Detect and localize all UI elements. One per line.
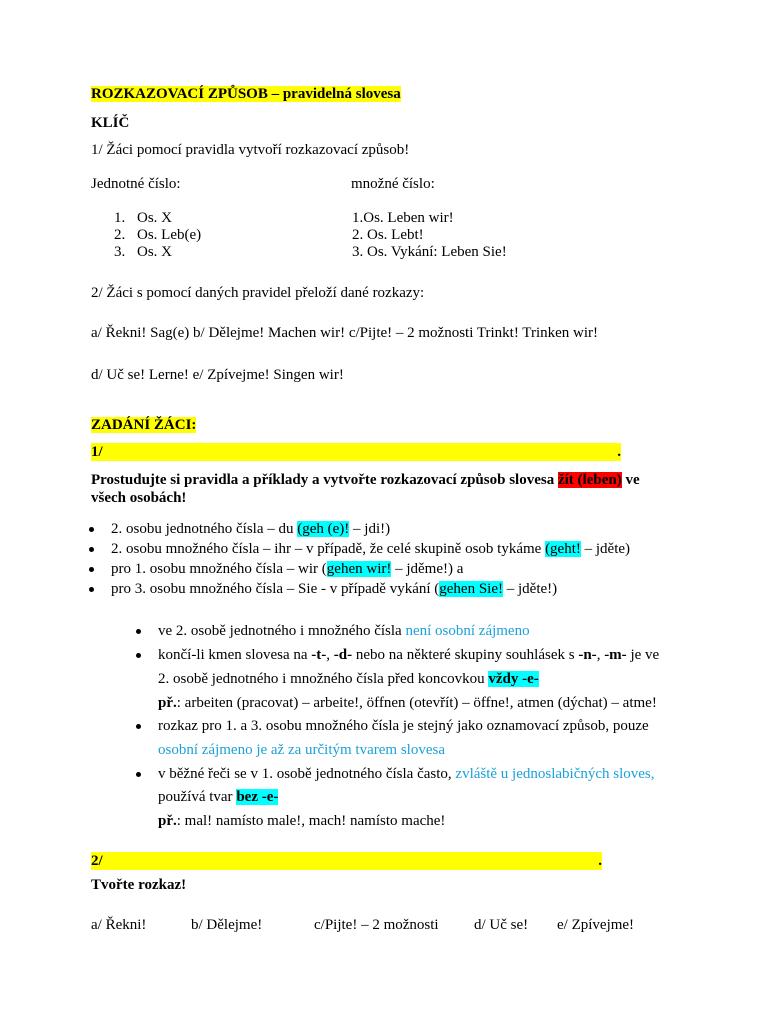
exercise-d: d/ Uč se!: [474, 917, 529, 933]
rule-4-line-1: v běžné řeči se v 1. osobě jednotného čísla často, zvláště u jednoslabičných sloves,: [158, 766, 655, 782]
exercise-a: a/ Řekni!: [91, 917, 147, 933]
section-2-bar: [91, 852, 602, 870]
instruction-line-1: Prostudujte si pravidla a příklady a vytvořte rozkazovací způsob slovesa žít (leben) ve: [91, 472, 640, 488]
bullet-item: pro 1. osobu množného čísla – wir (gehen wir! – jděme!) a: [111, 561, 464, 577]
exercise-e: e/ Zpívejme!: [557, 917, 635, 933]
singular-header: Jednotné číslo:: [91, 176, 181, 192]
rule-4-example: př.: mal! namísto male!, mach! namísto mache!: [158, 813, 446, 829]
bullet-dot-icon: [89, 547, 94, 552]
bullet-item: 2. osobu množného čísla – ihr – v případě, že celé skupině osob tykáme (geht! – jděte): [111, 541, 631, 557]
singular-item-1: Os. X: [137, 210, 173, 226]
exercise-b: b/ Dělejme!: [191, 917, 263, 933]
section-2-dot: .: [598, 853, 602, 869]
bullet-item: 2. osobu jednotného čísla – du (geh (e)! – jdi!): [111, 521, 391, 537]
key-task-2: 2/ Žáci s pomocí daných pravidel přeloží dané rozkazy:: [91, 285, 425, 301]
verb-highlight: žít (leben): [557, 472, 622, 488]
exercise-c: c/Pijte! – 2 možnosti: [314, 917, 439, 933]
key-task-1: 1/ Žáci pomocí pravidla vytvoří rozkazovací způsob!: [91, 142, 410, 158]
students-heading: ZADÁNÍ ŽÁCI:: [91, 417, 197, 433]
plural-item-3: 3. Os. Vykání: Leben Sie!: [352, 244, 507, 260]
key-heading: KLÍČ: [91, 115, 130, 131]
bullet-dot-icon: [89, 527, 94, 532]
rule-3-line-1: rozkaz pro 1. a 3. osobu množného čísla je stejný jako oznamovací způsob, pouze: [158, 718, 649, 734]
section-2-title: Tvořte rozkaz!: [91, 877, 187, 893]
instruction-line-2: všech osobách!: [91, 490, 187, 506]
rule-4-line-2: používá tvar bez -e-: [158, 789, 279, 805]
bullet-item: pro 3. osobu množného čísla – Sie - v případě vykání (gehen Sie! – jděte!): [111, 581, 558, 597]
plural-item-1: 1.Os. Leben wir!: [352, 210, 454, 226]
bullet-dot-icon: [136, 629, 141, 634]
singular-num-1: 1.: [114, 210, 126, 226]
title-highlight: ROZKAZOVACÍ ZPŮSOB – pravidelná slovesa: [91, 86, 401, 102]
section-1-dot: .: [617, 444, 621, 460]
plural-item-2: 2. Os. Lebt!: [352, 227, 424, 243]
bullet-dot-icon: [136, 724, 141, 729]
bullet-dot-icon: [136, 653, 141, 658]
rule-1: ve 2. osobě jednotného i množného čísla není osobní zájmeno: [158, 623, 530, 639]
bullet-dot-icon: [89, 587, 94, 592]
key-answers-line-1: a/ Řekni! Sag(e) b/ Dělejme! Machen wir! c/Pijte! – 2 možnosti Trinkt! Trinken wir!: [91, 325, 599, 341]
rule-2-line-1: končí-li kmen slovesa na -t-, -d- nebo na některé skupiny souhlásek s -n-, -m- je ve: [158, 647, 660, 663]
plural-header: množné číslo:: [351, 176, 435, 192]
key-answers-line-2: d/ Uč se! Lerne! e/ Zpívejme! Singen wir!: [91, 367, 344, 383]
bullet-dot-icon: [136, 772, 141, 777]
singular-num-3: 3.: [114, 244, 126, 260]
singular-num-2: 2.: [114, 227, 126, 243]
singular-item-3: Os. X: [137, 244, 173, 260]
section-1-bar: [91, 443, 621, 461]
section-2-label: 2/: [91, 853, 103, 869]
rule-2-example: př.: arbeiten (pracovat) – arbeite!, öffnen (otevřít) – öffne!, atmen (dýchat) – atme!: [158, 695, 657, 711]
section-1-label: 1/: [91, 444, 103, 460]
document-title: [91, 85, 401, 103]
rule-2-line-2: 2. osobě jednotného i množného čísla před koncovkou vždy -e-: [158, 671, 539, 687]
bullet-dot-icon: [89, 567, 94, 572]
rule-3-line-2: osobní zájmeno je až za určitým tvarem slovesa: [158, 742, 445, 758]
singular-item-2: Os. Leb(e): [137, 227, 202, 243]
